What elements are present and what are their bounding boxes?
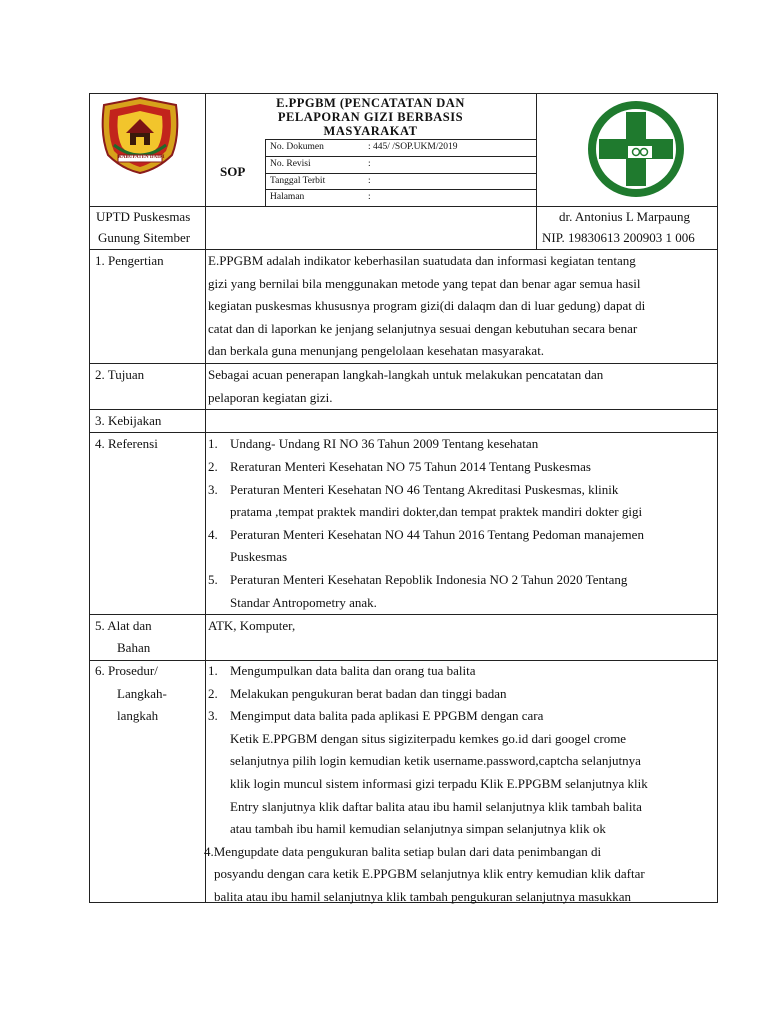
pengertian-line: gizi yang bernilai bila menggunakan metode yang tepat dan benar agar semua hasil [208,276,641,291]
kabupaten-logo [92,95,188,175]
referensi-item: Peraturan Menteri Kesehatan Repoblik Indonesia NO 2 Tahun 2020 Tentang [230,572,628,587]
referensi-number: 2. [208,459,218,474]
prosedur-step: Melakukan pengukuran berat badan dan tinggi badan [230,686,507,701]
row-divider-kebijakan [89,432,718,433]
meta-row-divider-1 [265,156,537,157]
logo-caption: KABUPATEN DAIRI [118,155,165,160]
signer-nip: NIP. 19830613 200903 1 006 [542,230,695,245]
prosedur-step: Mengumpulkan data balita dan orang tua balita [230,663,476,678]
meta-value-tanggal: : [368,176,371,186]
sop-label: SOP [220,164,246,179]
row-divider-tujuan [89,409,718,410]
step4-line: balita atau ibu hamil selanjutnya klik tambah pengukuran selanjutnya masukkan [214,889,631,904]
step3-detail-line: Entry slanjutnya klik daftar balita atau ibu hamil selanjutnya klik tambah balita [230,799,642,814]
step4-line: 4.Mengupdate data pengukuran balita setiap bulan dari data penimbangan di [204,844,602,859]
tujuan-line: Sebagai acuan penerapan langkah-langkah untuk melakukan pencatatan dan [208,367,604,382]
title-line-1: E.PPGBM (PENCATATAN DAN [276,96,465,110]
document-title [208,96,533,138]
label-prosedur: 6. Prosedur/ [95,663,158,678]
row-divider-referensi [89,614,718,615]
alat-text: ATK, Komputer, [208,618,296,633]
prosedur-step-number: 2. [208,686,218,701]
meta-value-revisi: : [368,159,371,169]
tujuan-line: pelaporan kegiatan gizi. [208,390,333,405]
step3-detail-line: atau tambah ibu hamil kemudian selanjutnya simpan selanjutnya klik ok [230,821,606,836]
table-border-top [89,93,718,94]
pengertian-line: dan berkala guna menunjang pengelolaan kesehatan masyarakat. [208,343,545,358]
row-divider-org [89,249,718,250]
label-referensi: 4. Referensi [95,436,158,451]
meta-row-divider-2 [265,173,537,174]
pengertian-line: catat dan di laporkan ke jenjang selanjutnya sesuai dengan kebutuhan secara benar [208,321,638,336]
prosedur-step-number: 3. [208,708,218,723]
referensi-number: 1. [208,436,218,451]
referensi-item: Undang- Undang RI NO 36 Tahun 2009 Tentang kesehatan [230,436,539,451]
label-tujuan: 2. Tujuan [95,367,145,382]
referensi-number: 3. [208,482,218,497]
pengertian-line: E.PPGBM adalah indikator keberhasilan suatudata dan informasi kegiatan tentang [208,253,636,268]
table-border-left [89,93,90,903]
label-pengertian: 1. Pengertian [95,253,164,268]
referensi-number: 5. [208,572,218,587]
step3-detail-line: Ketik E.PPGBM dengan situs sigiziterpadu kemkes go.id dari googel crome [230,731,627,746]
label-prosedur-continued: langkah [117,708,159,723]
referensi-item-continued: pratama ,tempat praktek mandiri dokter,dan tempat praktek mandiri dokter gigi [230,504,643,519]
row-divider-alat [89,660,718,661]
puskesmas-logo [583,96,689,202]
table-border-right [717,93,718,903]
referensi-item: Peraturan Menteri Kesehatan NO 44 Tahun 2016 Tentang Pedoman manajemen [230,527,644,542]
prosedur-step: Mengimput data balita pada aplikasi E PPGBM dengan cara [230,708,544,723]
pengertian-line: kegiatan puskesmas khususnya program gizi(di dalaqm dan di luar gedung) dapat di [208,298,646,313]
column-divider-label [205,93,206,903]
referensi-number: 4. [208,527,218,542]
meta-label-tanggal: Tanggal Terbit [270,176,326,186]
step4-line: posyandu dengan cara ketik E.PPGBM selanjutnya klik entry kemudian klik daftar [214,866,645,881]
label-prosedur-continued: Langkah- [117,686,167,701]
org-name-line-2: Gunung Sitember [98,230,191,245]
prosedur-step-number: 1. [208,663,218,678]
label-alat: 5. Alat dan [95,618,152,633]
step3-detail-line: selanjutnya pilih login kemudian ketik username.password,captcha selanjutnya [230,753,641,768]
meta-value-dokumen: : 445/ /SOP.UKM/2019 [368,142,458,152]
org-name-line-1: UPTD Puskesmas [96,209,191,224]
step3-detail-line: klik login muncul sistem informasi gizi terpadu Klik E.PPGBM selanjutnya klik [230,776,648,791]
meta-value-halaman: : [368,192,371,202]
meta-label-dokumen: No. Dokumen [270,142,324,152]
signer-name: dr. Antonius L Marpaung [559,209,690,224]
label-kebijakan: 3. Kebijakan [95,413,162,428]
title-divider [265,139,537,140]
title-line-2: PELAPORAN GIZI BERBASIS [277,110,464,124]
meta-row-divider-3 [265,189,537,190]
row-divider-header [89,206,718,207]
referensi-item-continued: Standar Antropometry anak. [230,595,377,610]
row-divider-pengertian [89,363,718,364]
referensi-item-continued: Puskesmas [230,549,288,564]
meta-label-halaman: Halaman [270,192,305,202]
column-divider-right-header [536,93,537,250]
title-line-3: MASYARAKAT [323,124,418,138]
referensi-item: Peraturan Menteri Kesehatan NO 46 Tentang Akreditasi Puskesmas, klinik [230,482,619,497]
meta-label-revisi: No. Revisi [270,159,311,169]
label-alat-continued: Bahan [117,640,151,655]
referensi-item: Reraturan Menteri Kesehatan NO 75 Tahun 2014 Tentang Puskesmas [230,459,591,474]
